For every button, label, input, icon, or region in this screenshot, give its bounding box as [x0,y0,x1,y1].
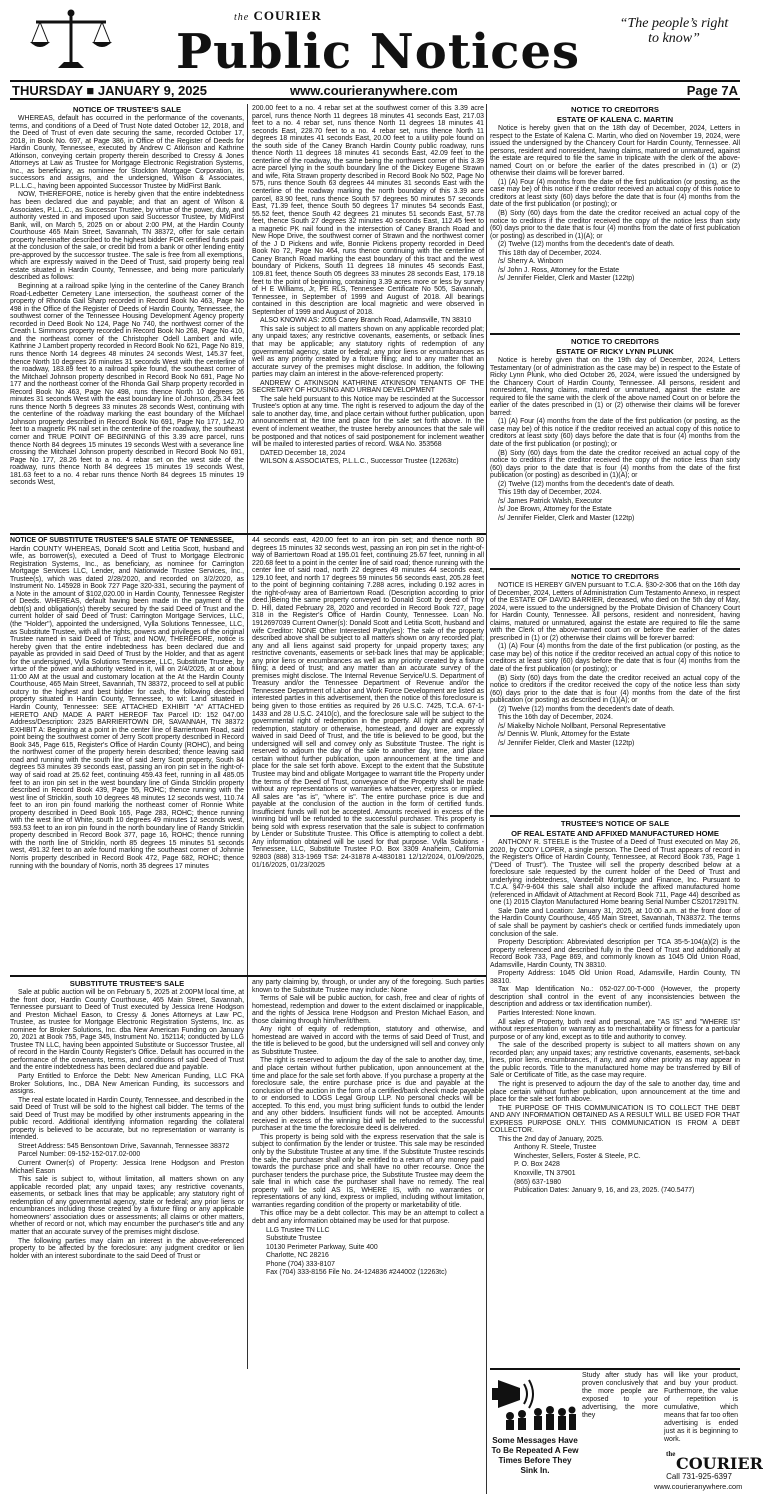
notice-paragraph: (2) Twelve (12) months from the decedent's date of death. [498,241,675,249]
notice-paragraph: This the 2nd day of January, 2025. [498,1135,604,1143]
notice-paragraph: Parties Interested: None known. [498,1010,597,1018]
page-title: Public Notices [175,24,581,80]
notice-signature: /s/ Joe Brown, Attorney for the Estate [498,506,612,514]
notice-heading: TRUSTEE'S NOTICE OF SALE [560,819,670,828]
notice-paragraph: Sale Date and Location: January 31, 2025, at 10:00 a.m. at the front door of the Hardin County Courthouse, 465 Main Street, Savannah, TN38372. The terms of sale shall be payment by cashier's check or certified funds immediately upon conclusion of the sale. [490,907,740,938]
notice-paragraph: Beginning at a railroad spike lying in the centerline of the Caney Branch Road-Ledbetter Cemetery Lane intersection, the southeast corner of the property of Rhonda Gail Sharp recorded in Record Book No 463, Page No 498 in the Office of the Register of Deeds of Hardin County, Tennessee, the southwest corner of the Tennessee Housing Development Agency property recorded in Deed Book No 124, Page No 740, the northwest corner of the Creath L Simmons property recorded in Record Book No 268, Page No 410, and the northeast corner of the Christopher Odell Lambert and wife, Kathrine J Lambert property recorded in Record Book No 621, Page No 819, runs thence North 14 degrees 48 minutes 24 seconds West, 145.37 feet, thence North 10 degrees 26 minutes 31 seconds West with the centerline of the roadway, 183.89 feet to a railroad spike found, the southeast corner of the Mitchael Johnson property described in Record Book No 691, Page No 177 and the northeast corner of the Rhonda Gail Sharp property recorded in Record Book No 463, Page No 498, runs thence North 10 degrees 26 minutes 31 seconds West with the east boundary line of Johnson, 25.34 feet runs thence North 5 degrees 33 minutes 28 seconds West, continuing with the centerline of the roadway marking the east boundary of the Mitchael Johnson property described in Record Book No 691, Page No 177, 142.70 feet to a magnetic PK nail set in the centerline of the roadway, the southeast corner and TRUE POINT OF BEGINNING of this 3.39 acre parcel, runs thence North 84 degrees 15 minutes 19 seconds West with a severance line crossing the Mitchael Johnson property described in Record Book No 691, Page No 177, 28.26 feet to a no. 4 rebar set on the west side of the roadway, runs thence North 84 degrees 15 minutes 19 seconds West, 181.63 feet to a no. 4 rebar runs thence North 84 degrees 15 minutes 19 seconds West, [10,283,244,487]
notice-subheading: OF REAL ESTATE AND AFFIXED MANUFACTURED HOME [511,829,719,838]
notice-signature: Anthony R. Steele, Trustee [514,1144,597,1152]
notice-paragraph: This office may be a debt collector. This may be an attempt to collect a debt and any information obtained may be used for that purpose. [252,1210,484,1225]
notice-paragraph: This sale is subject to, without limitation, all matters shown on any applicable recorded plat; any unpaid taxes; any restrictive covenants, easements, or setback lines that may be applicable; any statutory right of redemption of any governmental agency, state or federal; any prior liens or encumbrances including those created by a fixture filing or any applicable homeowners' association dues or assessments; all claims or other matters, whether of record or not, which may encumber the purchaser's title and any matter that an accurate survey of the premises might disclose. [10,1176,244,1236]
notice-paragraph: The sale of the described property is subject to all matters shown on any recorded plan; any unpaid taxes; any restrictive covenants, easements, set-back lines, prior liens, encumbrances, if any, and any other priority as may appear in the public records. Title to the manufactured home may be transferred by Bill of Sale or Certificate of Title, as the case may require. [490,1042,740,1080]
ad-website-link[interactable]: www.courieranywhere.com [654,1482,743,1491]
notice-paragraph: This sale is subject to all matters shown on any applicable recorded plat; any unpaid taxes; any restrictive covenants, easements, or setback lines that may be applicable; any statutory rights of redemption of any governmental agency, state or federal; any prior liens or encumbrances as well as any priority created by a fixture filing; and to any matter that an accurate survey of the premises might disclose. In addition, the following parties may claim an interest in the above-referenced property: [252,325,484,379]
notice-paragraph: WILSON & ASSOCIATES, P.L.L.C., Successor Trustee (12263tc) [260,458,459,466]
notice-signature: /s/ John J. Ross, Attorney for the Estate [498,266,620,274]
notice-substitute-trustee-sale-scott-continued [252,537,484,973]
notice-signature: Fax (704) 333-8156 File No. 24-124836 #244002 (12263tc) [266,1269,447,1277]
notice-paragraph: The real estate located in Hardin County, Tennessee, and described in the said Deed of Trust will be sold to the highest call bidder. The terms of the said Deed of Trust may be modified by other instruments appearing in the public record. Additional identifying information regarding the collateral property is believed to be accurate, but no representation or warranty is intended. [10,1096,244,1142]
notice-signature: /s/ Jennifer Fielder, Clerk and Master (122tp) [498,514,635,522]
notice-paragraph: Party Entitled to Enforce the Debt: New American Funding, LLC FKA Broker Solutions, Inc., DBA New American Funding, its successors and assigns. [10,1073,244,1096]
notice-signature: 10130 Perimeter Parkway, Suite 400 [266,1243,378,1251]
notice-creditors-martin [490,105,740,330]
notice-substitute-trustee-sale-hodgson-continued [252,979,484,1494]
notice-paragraph: ANDREW C ATKINSON KATHRINE ATKINSON TENANTS OF THE SECRETARY OF HOUSING AND URBAN DEVELOPMENT [252,379,484,395]
notice-signature: /s/ James Patrick Walsh, Executor [498,497,603,505]
notice-signature: Knoxville, TN 37901 [514,1169,576,1177]
notice-signature: Phone (704) 333-8107 [266,1260,335,1268]
tagline: “The people’s right to know” [619,16,729,46]
section-divider [10,533,486,535]
courier-house-ad [488,1370,763,1494]
notice-paragraph: This 18th day of December, 2024. [498,249,602,257]
notice-paragraph: The right is preserved to adjourn the day of the sale to another day, time and place certain without further publication, upon announcement at the time and place for the sale set forth above. [490,1080,740,1104]
notice-signature: Publication Dates: January 9, 16, and 23, 2025. (740.5477) [514,1187,695,1195]
notice-paragraph: The sale held pursuant to this Notice may be rescinded at the Successor Trustee's option at any time. The right is reserved to adjourn the day of the sale to another day, time, and place certain without further publication, upon announcement at the time and place for the sale set forth above. In the event of inclement weather, the trustee hereby announces that the sale will be postponed and that notices of said postponement for inclement weather will be mailed to interested parties of record. W&A No. 353568 [252,395,484,449]
notice-heading: NOTICE TO CREDITORS [571,572,659,581]
notice-paragraph: ALSO KNOWN AS: 2055 Caney Branch Road, Adamsville, TN 38310 [260,317,472,325]
notice-paragraph: (B) Sixty (60) days from the date the creditor received an actual copy of the notice to creditors if the creditor received the copy of the notice less than sixty (60) days prior to the date that is four (4) months from the date of first publication (or posting) as described in (1)(A); or [490,210,740,240]
notice-paragraph: Current Owner(s) of Property: Jessica Irene Hodgson and Preston Michael Eason [10,1160,244,1175]
notice-subheading: ESTATE OF KALENA C. MARTIN [556,115,674,124]
notice-paragraph: The following parties may claim an interest in the above-referenced property to be affected by the foreclosure: any judgment creditor or lien holder with an interest subordinate to the said Deed of Trust or [10,1237,244,1260]
section-divider [490,815,740,817]
notice-signature: Winchester, Sellers, Foster & Steele, P.C. [514,1152,641,1160]
notice-paragraph: (1) (A) Four (4) months from the date of the first publication (or posting, as the case may be) of this notice if the creditor received an actual copy of this notice to creditors at least sixty (60) days before the date that is four (4) months from the date of the first publication (or posting); or [490,418,740,449]
notice-paragraph: The right is reserved to adjourn the day of the sale to another day, time, and place certain without further publication, upon announcement at the time and place for the sale set forth above. If you purchase a property at the foreclosure sale, the entire purchase price is due and payable at the conclusion of the auction in the form of a certified/bank check made payable to or endorsed to LOGS Legal Group LLP. No personal checks will be accepted. To this end, you must bring sufficient funds to outbid the lender and any other bidders. Insufficient funds will not be accepted. Amounts received in excess of the winning bid will be refunded to the successful purchaser at the time the foreclosure deed is delivered. [252,1057,484,1133]
notice-heading: NOTICE OF SUBSTITUTE TRUSTEE'S SALE STATE OF TENNESSEE, [10,537,234,544]
notice-signature: P. O. Box 2428 [514,1161,560,1169]
notice-paragraph: Street Address: 545 Bensontown Drive, Savannah, Tennessee 38372 [18,1142,230,1150]
ad-body: will like your product, and buy your product. Furthermore, the value of repetition is cumulative, which means that far too often advertising is ended just as it is beginning to work. [664,1372,738,1443]
notice-paragraph: (B) Sixty (60) days from the date the creditor received an actual copy of the notice to creditors if the creditor received the copy of the notice less than sixty (60) days prior to the date that is four (4) months from the date of the first publication (or posting) as described in (1)(A); or [490,674,740,705]
notice-paragraph: WHEREAS, default has occurred in the performance of the covenants, terms, and conditions of a Deed of Trust Note dated October 12, 2018, and the Deed of Trust of even date securing the same, recorded October 17, 2018, in Book No. 697, at Page 386, in Office of the Register of Deeds for Hardin County, Tennessee, executed by Andrew C Atkinson and Kathrine Atkinson, conveying certain property therein described to Cressy & Jones Attorneys at Law as Trustee for Mortgage Electronic Registration Systems, Inc., as beneficiary, as nominee for Stockton Mortgage Corporation, its successors and assigns, and the undersigned, Wilson & Associates, P.L.L.C., having been appointed Successor Trustee by MidFirst Bank. [10,115,244,190]
notice-paragraph: Tax Map Identification No.: 052-027.00-T-000 (However, the property description shall control in the event of any inconsistencies between the description and address or tax identification number). [490,986,740,1009]
notice-paragraph: Hardin COUNTY WHEREAS, Donald Scott and Letitia Scott, husband and wife, as borrower(s), executed a Deed of Trust to Mortgage Electronic Registration Systems, Inc., as beneficiary, as nominee for Carrington Mortgage Services LLC, Lender, and Nationwide Trustee Services, Inc., Trustee(s), which was dated 2/28/2020, and recorded on 3/2/2020, as Instrument No. 145928 in Book 727 Page 320-331, securing the payment of a Note in the amount of $102,020.00 in Hardin County, Tennessee Register of Deeds. WHEREAS, default having been made in the payment of the debt(s) and obligation(s) thereby secured by the said Deed of Trust and the current holder of said Deed of Trust: Carrington Mortgage Services, LLC, (the "Holder"), appointed the undersigned, Vylla Solutions Tennessee, LLC, as Substitute Trustee, with all the rights, powers and privileges of the original Trustee named in said Deed of Trust; and NOW, THEREFORE, notice is hereby given that the entire indebtedness has been declared due and payable as provided in said Deed of Trust by the Holder, and that as agent for the undersigned, Vylla Solutions Tennessee, LLC, Substitute Trustee, by virtue of the power and authority vested in it, will on 2/4/2025, at or about 11:00 AM at the usual and customary location at the At the Hardin County Courthouse, 465 Main Street, Savannah, TN 38372, proceed to sell at public outcry to the highest and best bidder for cash, the following described property situated in Hardin County, Tennessee, to wit: Land situated in Hardin County, Tennessee: SEE ATTACHED EXHIBIT "A" ATTACHED HERETO AND MADE A PART HEREOF Tax Parcel ID: 152 047.00 Address/Description: 2325 BARRIERTOWN DR, SAVANNAH, TN 38372 EXHIBIT A: Beginning at a point in the center line of Barriertown Road, said point being the southwest corner of Jerry Scott property described in Record Book 345, Page 615, Register's Office of Hardin County (ROHC), and being the northwest corner of the property herein described; thence leaving said road and running with the south line of said Jerry Scott property, South 84 degrees 53 minutes 39 seconds east, passing an iron pin set in the right-of-way of said road at 25.62 feet, continuing 459.43 feet, running in all 485.05 feet to an iron pin set in the west boundary line of Ginda Stricklin property described in Record Book 439, Page 55, ROHC; thence running with the west line of Stricklin, south 10 degrees 48 minutes 12 seconds west, 110.74 feet to an iron pin found marking the northeast corner of Ronnie White property described in Deed Book 165, Page 283, ROHC; thence running with the west line of White, south 10 degrees 49 minutes 12 seconds west, 593.53 feet to an iron pin found in the north boundary line of Randy Stricklin property described in Record Book 377, page 16, ROHC; thence running with the north line of Stricklin, north 85 degrees 15 minutes 51 seconds west, 491.32 feet to an axle found marking the southeast corner of Johnnie Norris property described in Record Book 472, Page 682, ROHC; thence running with the boundary of Norris, north 35 degrees 17 minutes [10,545,244,870]
section-divider [10,975,486,977]
notice-paragraph: Parcel Number: 09-152-152-017.02-000 [18,1151,141,1159]
notice-paragraph: Notice is hereby given that on the 18th day of December, 2024, Letters in respect to the Estate of Kalena C. Martin, who died on November 19, 2024, were issued the undersigned by the Chancery Court for Hardin County, Tennessee. All persons, resident and nonresident, having claims, matured or unmatured, against the estate are required to file the same in triplicate with the clerk of the above-named Court on or before the earlier of the dates prescribed in (1) or (2) otherwise their claims will be forever barred. [490,125,740,178]
notice-signature: Substitute Trustee [266,1235,322,1243]
section-divider [490,333,740,335]
notice-signature: /s/ Jennifer Fielder, Clerk and Master (122tp) [498,739,635,747]
notice-creditors-barrier [490,572,740,812]
notice-paragraph: Property Description: Abbreviated description per TCA 35-5-104(a)(2) is the property referenced and described fully in the Deed of Trust and additionally at Record Book 733, Page 869, and commonly known as 1045 Old Union Road, Adamsville, Hardin County, TN 38310. [490,939,740,969]
notice-paragraph: NOTICE IS HEREBY GIVEN pursuant to T.C.A. §30-2-306 that on the 16th day of December, 2024, Letters of Administration Cum Testamento Annexo, in respect of the ESTATE OF DAVID BARRIER, deceased, who died on the 5th day of May, 2024, were issued to the undersigned by the Probate Division of Chancery Court for Hardin County, Tennessee. All persons, resident and nonresident, having claims, matured or unmatured, against the estate are required to file the same with the Clerk of the above-named court on or before the earlier of the dates prescribed in (1) or (2) otherwise their claims will be forever barred: [490,582,740,642]
masthead-brand: the COURIER [234,8,322,23]
notice-paragraph: Sale at public auction will be on February 5, 2025 at 2:00PM local time, at the front door, Hardin County Courthouse, 465 Main Street, Savannah, Tennessee pursuant to Deed of Trust executed by Jessica Irene Hodgson and Preston Michael Eason, to Cressy & Jones Attorneys at Law PC, Trustee, as trustee for Mortgage Electronic Registration Systems, Inc. as nominee for Broker Solutions, Inc. dba New American Funding on January 20, 2021 at Book 755, Page 345, Instrument No. 152114; conducted by LLG Trustee TN LLC, having been appointed Substitute or Successor Trustee, all of record in the Hardin County Register's Office. Default has occurred in the performance of the covenants, terms, and conditions of said Deed of Trust and the entire indebtedness has been declared due and payable. [10,989,244,1072]
page-number: Page 7A [686,83,738,98]
notice-paragraph: (1) (A) Four (4) months from the date of the first publication (or posting, as the case may be) of this notice if the creditor received an actual copy of this notice to creditors at least sixty (60) days before the date that is four (4) months from the date of the first publication (or posting); or [490,643,740,674]
notice-paragraph: DATED December 18, 2024 [260,449,346,457]
notice-trustee-sale-continued [252,105,484,531]
notice-signature: /s/ Sherry A. Winborn [498,258,564,266]
notice-paragraph: Property Address: 1045 Old Union Road, Adamsville, Hardin County, TN 38310. [490,970,740,985]
notice-paragraph: This the 16th day of December, 2024. [498,714,613,722]
issue-date: THURSDAY ■ JANUARY 9, 2025 [12,83,207,98]
notice-paragraph: (1) (A) Four (4) months from the date of the first publication (or posting, as the case may be) of this notice if the creditor received an actual copy of this notice to creditors at least sixty (60) days before the date that is four (4) months from the date of the first publication (or posting); or [490,178,740,209]
notice-creditors-plunk [490,337,740,565]
notice-paragraph: This 19th day of December, 2024. [498,489,602,497]
notice-paragraph: (2) Twelve (12) months from the decedent's date of death. [498,480,675,488]
notice-signature: /s/ Dennis W. Plunk, Attorney for the Estate [498,731,630,739]
notice-paragraph: any party claiming by, through, or under any of the foregoing. Such parties known to the Substitute Trustee may include: None [252,979,484,994]
notice-substitute-trustee-sale-scott [10,537,244,973]
notice-signature: /s/ Jennifer Fielder, Clerk and Master (122tp) [498,275,635,283]
notice-paragraph: 200.00 feet to a no. 4 rebar set at the southwest corner of this 3.39 acre parcel, runs thence North 11 degrees 18 minutes 41 seconds East, 217.03 feet to a no. 4 rebar set, runs thence North 11 degrees 18 minutes 41 seconds East, 228.70 feet to a no. 4 rebar set, runs thence North 11 degrees 18 minutes 41 seconds East, 20.00 feet to a utility pole found on the south side of the Caney Branch Hardin County public roadway, runs thence North 11 degrees 18 minutes 41 seconds East, 42.09 feet to the centerline of the roadway, the same being the northwest corner of this 3.39 acre parcel lying in the south boundary line of the Dickey Eugene Strawn and wife, Rita Strawn property described in Record Book No 502, Page No 575, runs thence South 63 degrees 44 minutes 31 seconds East with the centerline of the roadway marking the north boundary of this 3.39 acre parcel, 83.90 feet, runs thence South 57 degrees 50 minutes 57 seconds East, 71.39 feet, thence South 50 degrees 17 minutes 54 seconds East, 55.52 feet, thence South 42 degrees 21 minutes 51 seconds East, 57.78 feet, thence South 27 degrees 32 minutes 40 seconds East, 112.45 feet to a magnetic PK nail found in the intersection of Caney Branch Road and New Hope Drive, the southwest corner of Strawn and the northwest corner of the J D Pickens and wife, Bonnie Pickens property recorded in Deed Book No 72, Page No 464, runs thence continuing with the centerline of Caney Branch Road marking the east boundary of this tract and the west boundary of Pickens, South 11 degrees 18 minutes 45 seconds East, 109.81 feet, thence South 05 degrees 33 minutes 28 seconds East, 179.18 feet to the point of beginning, containing 3.39 acres more or less by survey of H E Williams, Jr, PE RLS, Tennessee Certificate No 505, Savannah, Tennessee, in September of 1999 and August of 2018. All bearings contained in this description are local magnetic and were observed in September of 1999 and August of 2018. [252,105,484,316]
notice-heading: SUBSTITUTE TRUSTEE'S SALE [69,979,185,988]
ad-phone[interactable]: Call 731-925-6397 [666,1472,732,1481]
courier-logo: COURIER [676,1454,763,1473]
ad-headline: Some Messages Have To Be Repeated A Few Times Before They Sink In. [491,1436,579,1475]
dateline-bar [10,80,740,100]
notice-subheading: ESTATE OF RICKY LYNN PLUNK [556,347,674,356]
notice-heading: NOTICE TO CREDITORS [571,337,659,346]
notice-heading: NOTICE OF TRUSTEE'S SALE [72,105,182,114]
notice-manufactured-home-sale [490,819,740,1367]
notice-paragraph: 44 seconds east, 420.00 feet to an iron pin set; and thence north 80 degrees 15 minutes 32 seconds west, passing an iron pin set in the right-of-way of Barriertown Road at 195.01 feet, continuing 25.67 feet, running in all 220.68 feet to a point in the center line of said road; thence running with the center line of said road, north 22 degrees 49 minutes 44 seconds east, 129.10 feet, and north 17 degrees 59 minutes 56 seconds east, 205.28 feet to the point of beginning containing 7.288 acres, including 0.192 acres in the right-of-way area of Barriertown Road. (Description according to prior deed.)Being the same property conveyed to Donald Scott by deed of Troy D. Hill, dated February 28, 2020 and recorded in Record Book 727, page 318 in the Register's Office of Hardin County, Tennessee. Loan No. 1912697039 Current Owner(s): Donald Scott and Letitia Scott, husband and wife Creditor: NONE Other Interested Party(ies): The sale of the property described above shall be subject to all matters shown on any recorded plat; any and all liens against said property for unpaid property taxes; any restrictive covenants, easements or set-back lines that may be applicable; any prior liens or encumbrances as well as any priority created by a fixture filing; a deed of trust; and any matter than an accurate survey of the premises might disclose. The Internal Revenue Service/U.S. Department of Treasury and/or the Tennessee Department of Revenue and/or the Tennessee Department of Labor and Work Force Development are listed as interested parties in this advertisement, then the notice of this foreclosure is being given to those entities as required by 26 U.S.C. 7425, T.C.A. 67-1-1433 and 28 U.S.C. 2410(c), and the foreclosure sale will be subject to the governmental right of redemption in the property. All right and equity of redemption, statutory or otherwise, homestead, and dower are expressly waived in said Deed of Trust, and the title is believed to be good, but the undersigned will sell and convey only as Substitute Trustee. The right is reserved to adjourn the day of the sale to another day, time, and place certain without further publication, upon announcement at the time and place for the sale set forth above. Except to the extent that the Substitute Trustee may bind and obligate Mortgagee to warrant title the Property under the terms of the Deed of Trust, conveyance of the Property shall be made without any representations or warranties whatsoever, express or implied. All sales are "as is", "where is". The entire purchase price is due and payable at the conclusion of the auction in the form of certified funds. Insufficient funds will not be accepted. Amounts received in excess of the winning bid will be refunded to the successful purchaser. This property is being sold with express reservation that the sale is subject to confirmation by Lender or Substitute Trustee. This Office is attempting to collect a debt. Any information obtained will be used for that purpose. Vylla Solutions - Tennessee, LLC, Substitute Trustee P.O. Box 3309 Anaheim, California 92803 (888) 313-1969 TS#: 24-31878 A-4830181 12/12/2024, 01/09/2025, 01/16/2025, 01/23/2025 [252,537,484,869]
ad-body: Study after study has proven conclusively that the more people are exposed to your advertising, the more they [582,1372,658,1419]
notice-paragraph: All sales of Property, both real and personal, are "AS IS" and "WHERE IS" without representation or warranty as to merchantability or fitness for a particular purpose or of any kind, except as to title and authority to convey. [490,1018,740,1041]
notice-signature: /s/ Miakelby Nichole Nollbant, Personal Representative [498,722,666,730]
website-link[interactable]: www.courieranywhere.com [290,83,458,98]
notice-trustee-sale [10,105,244,531]
column-divider [486,104,487,1494]
masthead [10,6,740,80]
notice-heading: NOTICE TO CREDITORS [571,105,659,114]
notice-signature: Charlotte, NC 28216 [266,1252,329,1260]
section-divider [490,568,740,570]
notice-paragraph: Notice is hereby given that on the 19th day of December, 2024, Letters Testamentary (or of administration as the case may be) in respect to the Estate of Ricky Lynn Plunk, who died October 26, 2024, were issued the undersigned by the Chancery Court of Hardin County, Tennessee. All persons, resident and nonresident, having claims, matured or unmatured, against the estate are required to file the same with the clerk of the above named Court on or before the earlier of the dates prescribed in (1) or (2) otherwise their claims will be forever barred: [490,357,740,417]
notice-signature: (865) 637-1980 [514,1178,562,1186]
notice-paragraph: THE PURPOSE OF THIS COMMUNICATION IS TO COLLECT THE DEBT AND ANY INFORMATION OBTAINED AS A RESULT WILL BE USED FOR THAT EXPRESS PURPOSE ONLY. THIS COMMUNICATION IS FROM A DEBT COLLECTOR. [490,1104,740,1135]
notice-paragraph: (B) Sixty (60) days from the date the creditor received an actual copy of the notice to creditors if the creditor received the copy of the notice less than sixty (60) days prior to the date that is four (4) months from the date of the first publication (or posting) as described in (1)(A); or [490,449,740,480]
notice-paragraph: NOW, THEREFORE, notice is hereby given that the entire indebtedness has been declared due and payable; and that an agent of Wilson & Associates, P.L.L.C., as Successor Trustee, by virtue of the power, duty, and authority vested in and imposed upon said Successor Trustee, by MidFirst Bank, will, on March 5, 2025 on or about 2:00 PM, at the Hardin County Courthouse 465 Main Street, Savannah, TN 38372, offer for sale certain property hereinafter described to the highest bidder FOR certified funds paid at the conclusion of the sale, or credit bid from a bank or other lending entity pre-approved by the successor trustee. The sale is free from all exemptions, which are expressly waived in the Deed of Trust, said property being real estate situated in Hardin County, Tennessee, and being more particularly described as follows: [10,191,244,282]
notice-paragraph: Terms of Sale will be public auction, for cash, free and clear of rights of homestead, redemption and dower to the extent disclaimed or inapplicable, and the rights of Jessica Irene Hodgson and Preston Michael Eason, and those claiming through him/her/it/them. [252,995,484,1025]
notice-signature: LLG Trustee TN LLC [266,1226,330,1234]
notice-paragraph: ANTHONY R. STEELE is the Trustee of a Deed of Trust executed on May 26, 2020, by CODY LOPER, a single person. The Deed of Trust appears of record in the Register's Office of Hardin County, Tennessee, at Record Book 735, Page 1 ("Deed of Trust"). The Trustee will sell the property described below at a foreclosure sale requested by the current holder of the Deed of Trust and underlying indebtedness, Vanderbilt Mortgage and Finance, Inc. Pursuant to T.C.A. §47-9-604 this sale shall also include the affixed manufactured home (referenced in Affidavit of Attachment at Record Book 711, Page 44) described as one (1) 2015 Clayton Manufactured Home bearing Serial Number CS2017291TN. [490,839,740,907]
ad-logo-prefix: the [666,1450,676,1458]
megaphone-crowd-illustration [490,1374,576,1432]
notice-substitute-trustee-sale-hodgson [10,979,244,1494]
notice-paragraph: (2) Twelve (12) months from the decedent's date of death. [498,705,675,713]
column-divider [247,104,248,1369]
scales-of-justice-icon [28,8,114,72]
notice-paragraph: Any right of equity of redemption, statutory and otherwise, and homestead are waived in accord with the terms of said Deed of Trust, and the title is believed to be good, but the undersigned will sell and convey only as Substitute Trustee. [252,1026,484,1056]
notice-paragraph: This property is being sold with the express reservation that the sale is subject to confirmation by the lender or trustee. This sale may be rescinded only by the Substitute Trustee at any time. If the Substitute Trustee rescinds the sale, the purchaser shall only be entitled to a return of any money paid towards the purchase price and shall have no other recourse. Once the purchaser tenders the purchase price, the Substitute Trustee may deem the sale final in which case the purchaser shall have no remedy. The real property will be sold AS IS, WHERE IS, with no warranties or representations of any kind, express or implied, including without limitation, warranties regarding condition of the property or marketability of title. [252,1133,484,1209]
